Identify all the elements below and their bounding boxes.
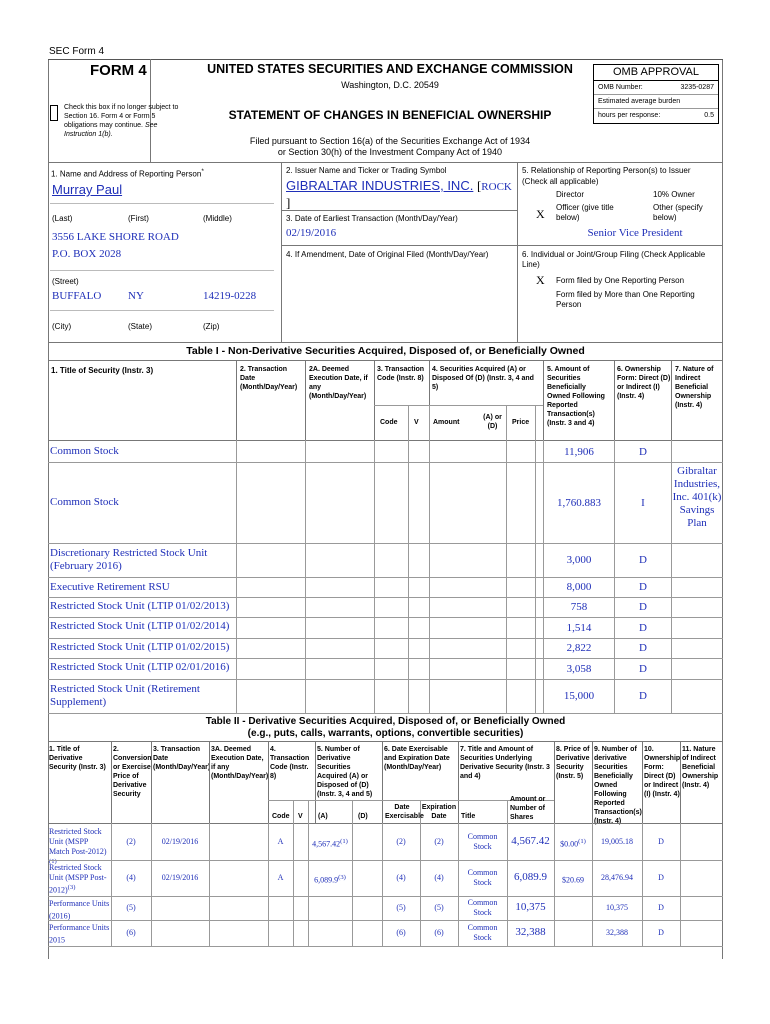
column-rule bbox=[535, 440, 536, 713]
column-rule bbox=[592, 823, 593, 946]
column-rule bbox=[209, 823, 210, 946]
box3-label: 3. Date of Earliest Transaction (Month/Day/Year) bbox=[286, 214, 458, 223]
earliest-transaction-date: 02/19/2016 bbox=[286, 227, 337, 239]
ownership-form: I bbox=[641, 496, 645, 509]
t2-h8: 8. Price of Derivative Security (Instr. 5) bbox=[556, 746, 590, 780]
address-line-2: P.O. BOX 2028 bbox=[52, 248, 122, 260]
t2-h10: 10. Ownership Form: Direct (D) or Indirect (I) (Instr. 4) bbox=[644, 746, 681, 798]
filed-line-1: Filed pursuant to Section 16(a) of the Securities Exchange Act of 1934 bbox=[249, 136, 531, 146]
underlying-shares: 32,388 bbox=[515, 926, 546, 938]
table2-title: Table II - Derivative Securities Acquired, Disposed of, or Beneficially Owned bbox=[205, 716, 566, 727]
officer-checkmark[interactable]: X bbox=[536, 207, 545, 221]
commission-title: UNITED STATES SECURITIES AND EXCHANGE COMMISSION bbox=[207, 62, 573, 76]
t2-amt-col: Amount or Number of Shares bbox=[510, 796, 546, 821]
director-label: Director bbox=[556, 190, 585, 199]
omb-number: 3235-0287 bbox=[680, 84, 714, 91]
box5-label: 5. Relationship of Reporting Person(s) to Issuer bbox=[522, 166, 691, 175]
security-title: Discretionary Restricted Stock Unit (February 2016) bbox=[50, 547, 208, 572]
ownership-form: D bbox=[639, 445, 647, 458]
reporting-person-name[interactable]: Murray Paul bbox=[52, 182, 123, 197]
ten-pct-owner-label: 10% Owner bbox=[653, 190, 695, 199]
t2-h3: 3. Transaction Date (Month/Day/Year) bbox=[153, 746, 211, 771]
commission-city: Washington, D.C. 20549 bbox=[341, 80, 439, 90]
date-exercisable: (6) bbox=[396, 928, 406, 937]
derivative-price: $0.00$^{(1)}$ bbox=[560, 838, 586, 849]
expiration-date: (2) bbox=[434, 837, 444, 846]
t1-amount-col: Amount bbox=[433, 419, 460, 426]
column-rule bbox=[642, 823, 643, 946]
t1-h7: 7. Nature of Indirect Beneficial Ownership (Instr. 4) bbox=[675, 366, 714, 409]
transaction-date: 02/19/2016 bbox=[161, 873, 199, 882]
last-label: (Last) bbox=[52, 214, 73, 223]
security-title: Restricted Stock Unit (Retirement Supplement) bbox=[50, 683, 200, 708]
sec-form-label: SEC Form 4 bbox=[49, 46, 105, 57]
t2-code-col: Code bbox=[272, 813, 290, 820]
omb-approval-box bbox=[593, 64, 719, 124]
officer-title: Senior Vice President bbox=[587, 227, 683, 239]
one-person-label: Form filed by One Reporting Person bbox=[556, 276, 685, 285]
security-title: Restricted Stock Unit (LTIP 01/02/2013) bbox=[50, 600, 230, 612]
table2-subtitle: (e.g., puts, calls, warrants, options, convertible securities) bbox=[247, 728, 524, 739]
address-line-1: 3556 LAKE SHORE ROAD bbox=[52, 231, 179, 243]
table1-title: Table I - Non-Derivative Securities Acquired, Disposed of, or Beneficially Owned bbox=[186, 345, 585, 357]
statement-title: STATEMENT OF CHANGES IN BENEFICIAL OWNERSHIP bbox=[228, 108, 552, 122]
owned-following: 19,005.18 bbox=[601, 837, 633, 846]
derivative-title: Restricted Stock Unit (MSPP Post-2012)$^{(3)}$ bbox=[49, 863, 107, 895]
t1-h2: 2. Transaction Date (Month/Day/Year) bbox=[240, 366, 298, 391]
ownership-form: D bbox=[658, 873, 664, 882]
amount-owned: 3,058 bbox=[566, 662, 592, 675]
column-rule bbox=[268, 823, 269, 946]
date-exercisable: (4) bbox=[396, 873, 406, 882]
derivative-title: Performance Units (2016) bbox=[49, 899, 110, 921]
zip-label: (Zip) bbox=[203, 322, 220, 331]
column-rule bbox=[458, 823, 459, 946]
t2-h3a: 3A. Deemed Execution Date, if any (Month/Day/Year) bbox=[211, 746, 269, 780]
conversion-price: (4) bbox=[126, 873, 136, 882]
burden-label: Estimated average burden bbox=[594, 95, 718, 109]
row-divider bbox=[48, 946, 723, 947]
box1-label: 1. Name and Address of Reporting Person* bbox=[51, 168, 204, 179]
ownership-form: D bbox=[639, 581, 647, 593]
acquired-amount: 6,089.9$^{(3)}$ bbox=[314, 874, 346, 885]
amount-owned: 1,514 bbox=[566, 621, 592, 634]
t2-h6: 6. Date Exercisable and Expiration Date (Month/Day/Year) bbox=[384, 746, 450, 771]
column-rule bbox=[671, 440, 672, 713]
street-label: (Street) bbox=[52, 277, 79, 286]
conversion-price: (6) bbox=[126, 928, 136, 937]
state-value: NY bbox=[128, 290, 144, 302]
column-rule bbox=[236, 440, 237, 713]
ownership-form: D bbox=[658, 903, 664, 912]
row-divider bbox=[48, 638, 723, 639]
t2-h11: 11. Nature of Indirect Beneficial Ownership (Instr. 4) bbox=[682, 746, 719, 789]
row-divider bbox=[48, 617, 723, 618]
t2-exp-col: Expiration Date bbox=[421, 804, 457, 820]
row-divider bbox=[48, 860, 723, 861]
transaction-code: A bbox=[277, 873, 284, 882]
derivative-price: $20.69 bbox=[562, 875, 584, 885]
transaction-date: 02/19/2016 bbox=[161, 837, 199, 846]
date-exercisable: (2) bbox=[396, 837, 406, 846]
column-rule bbox=[680, 823, 681, 946]
t1-code-col: Code bbox=[380, 419, 398, 426]
column-rule bbox=[293, 823, 294, 946]
column-rule bbox=[352, 823, 353, 946]
zip-value: 14219-0228 bbox=[203, 290, 257, 302]
owned-following: 28,476.94 bbox=[601, 873, 633, 882]
conversion-price: (5) bbox=[126, 903, 136, 912]
row-divider bbox=[48, 658, 723, 659]
nature-of-ownership: Gibraltar Industries, Inc. 401(k) Savings Plan bbox=[672, 465, 722, 529]
issuer-name[interactable]: GIBRALTAR INDUSTRIES, INC. bbox=[286, 178, 474, 193]
row-divider bbox=[48, 577, 723, 578]
column-rule bbox=[305, 440, 306, 713]
security-title: Executive Retirement RSU bbox=[50, 580, 170, 593]
column-rule bbox=[420, 823, 421, 946]
t1-h1: 1. Title of Security (Instr. 3) bbox=[51, 366, 154, 375]
expiration-date: (6) bbox=[434, 928, 444, 937]
underlying-shares: 10,375 bbox=[515, 901, 546, 913]
ownership-form: D bbox=[639, 690, 647, 702]
date-exercisable: (5) bbox=[396, 903, 406, 912]
expiration-date: (5) bbox=[434, 903, 444, 912]
t1-price-col: Price bbox=[512, 419, 530, 426]
security-title: Common Stock bbox=[50, 496, 119, 508]
t1-h6: 6. Ownership Form: Direct (D) or Indirect (I) (Instr. 4) bbox=[617, 366, 671, 400]
city-value: BUFFALO bbox=[52, 290, 102, 302]
underlying-title: Common Stock bbox=[467, 898, 498, 917]
underlying-title: Common Stock bbox=[467, 832, 498, 851]
security-title: Common Stock bbox=[50, 445, 119, 457]
omb-number-label: OMB Number: bbox=[598, 84, 643, 91]
column-rule bbox=[543, 440, 544, 713]
row-divider bbox=[48, 597, 723, 598]
row-divider bbox=[48, 896, 723, 897]
t2-h9: 9. Number of derivative Securities Beneficially Owned Following Reported Transaction(s) (Instr. 4) bbox=[594, 746, 642, 825]
row-divider bbox=[48, 920, 723, 921]
column-rule bbox=[308, 823, 309, 946]
box4-label: 4. If Amendment, Date of Original Filed (Month/Day/Year) bbox=[286, 250, 489, 259]
box2-label: 2. Issuer Name and Ticker or Trading Symbol bbox=[286, 166, 447, 175]
t2-h4: 4. Transaction Code (Instr. 8) bbox=[270, 746, 310, 780]
t2-title-col: Title bbox=[461, 813, 476, 820]
amount-owned: 2,822 bbox=[566, 642, 592, 654]
t1-aord-col: (A) or (D) bbox=[483, 414, 502, 430]
t2-d-col: (D) bbox=[358, 813, 368, 820]
filed-line-2: or Section 30(h) of the Investment Company Act of 1940 bbox=[277, 147, 503, 157]
t1-v-col: V bbox=[414, 419, 419, 426]
box5-sub: (Check all applicable) bbox=[522, 177, 599, 186]
underlying-shares: 6,089.9 bbox=[514, 871, 547, 883]
column-rule bbox=[614, 440, 615, 713]
amount-owned: 11,906 bbox=[564, 445, 594, 458]
no-longer-subject-checkbox[interactable] bbox=[50, 105, 58, 121]
column-rule bbox=[554, 823, 555, 946]
state-label: (State) bbox=[128, 322, 153, 331]
officer-label: Officer (give title below) bbox=[556, 203, 614, 222]
city-label: (City) bbox=[52, 322, 72, 331]
t2-date-ex-col: Date Exercisable bbox=[385, 804, 424, 820]
t1-h2a: 2A. Deemed Execution Date, if any (Month/Day/Year) bbox=[309, 366, 368, 400]
t2-v-col: V bbox=[298, 813, 303, 820]
box6-label: 6. Individual or Joint/Group Filing (Check Applicable Line) bbox=[522, 250, 706, 269]
column-rule bbox=[429, 440, 430, 713]
column-rule bbox=[507, 823, 508, 946]
issuer-line: GIBRALTAR INDUSTRIES, INC. [ROCK ] bbox=[286, 178, 512, 210]
middle-label: (Middle) bbox=[203, 214, 232, 223]
ownership-form: D bbox=[639, 601, 647, 613]
underlying-title: Common Stock bbox=[467, 923, 498, 942]
amount-owned: 1,760.883 bbox=[557, 496, 601, 509]
t2-h5: 5. Number of Derivative Securities Acquired (A) or Disposed of (D) (Instr. 3, 4 and 5) bbox=[317, 746, 373, 798]
row-divider bbox=[48, 713, 723, 714]
amount-owned: 8,000 bbox=[566, 581, 592, 593]
amount-owned: 758 bbox=[570, 601, 588, 613]
amount-owned: 3,000 bbox=[566, 554, 592, 566]
column-rule bbox=[111, 823, 112, 946]
transaction-code: A bbox=[277, 837, 284, 846]
form-title: FORM 4 bbox=[90, 62, 147, 79]
derivative-title: Performance Units 2015 bbox=[49, 923, 110, 945]
more-person-label: Form filed by More than One Reporting Person bbox=[556, 290, 695, 309]
ownership-form: D bbox=[639, 554, 647, 566]
expiration-date: (4) bbox=[434, 873, 444, 882]
hours-value: 0.5 bbox=[704, 112, 714, 119]
t2-h1: 1. Title of Derivative Security (Instr. 3) bbox=[49, 746, 106, 771]
one-person-checkmark[interactable]: X bbox=[536, 273, 545, 287]
row-divider bbox=[48, 462, 723, 463]
row-divider bbox=[48, 679, 723, 680]
ownership-form: D bbox=[658, 837, 664, 846]
derivative-title: Restricted Stock Unit (MSPP Match Post-2012)$^{(1)}$ bbox=[49, 827, 107, 865]
owned-following: 32,388 bbox=[606, 928, 628, 937]
ownership-form: D bbox=[639, 621, 647, 634]
underlying-title: Common Stock bbox=[467, 868, 498, 887]
column-rule bbox=[408, 440, 409, 713]
column-rule bbox=[151, 823, 152, 946]
amount-owned: 15,000 bbox=[563, 690, 595, 702]
first-label: (First) bbox=[128, 214, 149, 223]
t1-h5: 5. Amount of Securities Beneficially Owned Following Reported Transaction(s) (Instr. 3 and 4) bbox=[547, 366, 605, 427]
ownership-form: D bbox=[639, 642, 647, 654]
underlying-shares: 4,567.42 bbox=[511, 835, 550, 847]
t2-h2: 2. Conversion or Exercise Price of Derivative Security bbox=[113, 746, 152, 798]
other-label: Other (specify below) bbox=[653, 203, 703, 222]
t2-h7: 7. Title and Amount of Securities Underlying Derivative Security (Instr. 3 and 4) bbox=[460, 746, 550, 780]
omb-title: OMB APPROVAL bbox=[594, 65, 718, 81]
t1-h3: 3. Transaction Code (Instr. 8) bbox=[377, 366, 425, 382]
owned-following: 10,375 bbox=[606, 903, 628, 912]
row-divider bbox=[48, 543, 723, 544]
security-title: Restricted Stock Unit (LTIP 02/01/2016) bbox=[50, 661, 230, 673]
ownership-form: D bbox=[658, 928, 664, 937]
checkbox-text: Check this box if no longer subject to Section 16. Form 4 or Form 5 obligations may continue. See Instruction 1(b). bbox=[64, 104, 179, 138]
column-rule bbox=[506, 440, 507, 713]
ownership-form: D bbox=[639, 662, 647, 675]
ticker-symbol: ROCK bbox=[481, 181, 512, 193]
t2-a-col: (A) bbox=[318, 813, 328, 820]
hours-label: hours per response: bbox=[598, 112, 661, 119]
column-rule bbox=[374, 440, 375, 713]
t1-h4: 4. Securities Acquired (A) or Disposed Of (D) (Instr. 3, 4 and 5) bbox=[432, 366, 534, 391]
security-title: Restricted Stock Unit (LTIP 01/02/2014) bbox=[50, 620, 230, 632]
security-title: Restricted Stock Unit (LTIP 01/02/2015) bbox=[50, 641, 230, 653]
conversion-price: (2) bbox=[126, 837, 136, 846]
acquired-amount: 4,567.42$^{(1)}$ bbox=[312, 838, 348, 849]
column-rule bbox=[382, 823, 383, 946]
